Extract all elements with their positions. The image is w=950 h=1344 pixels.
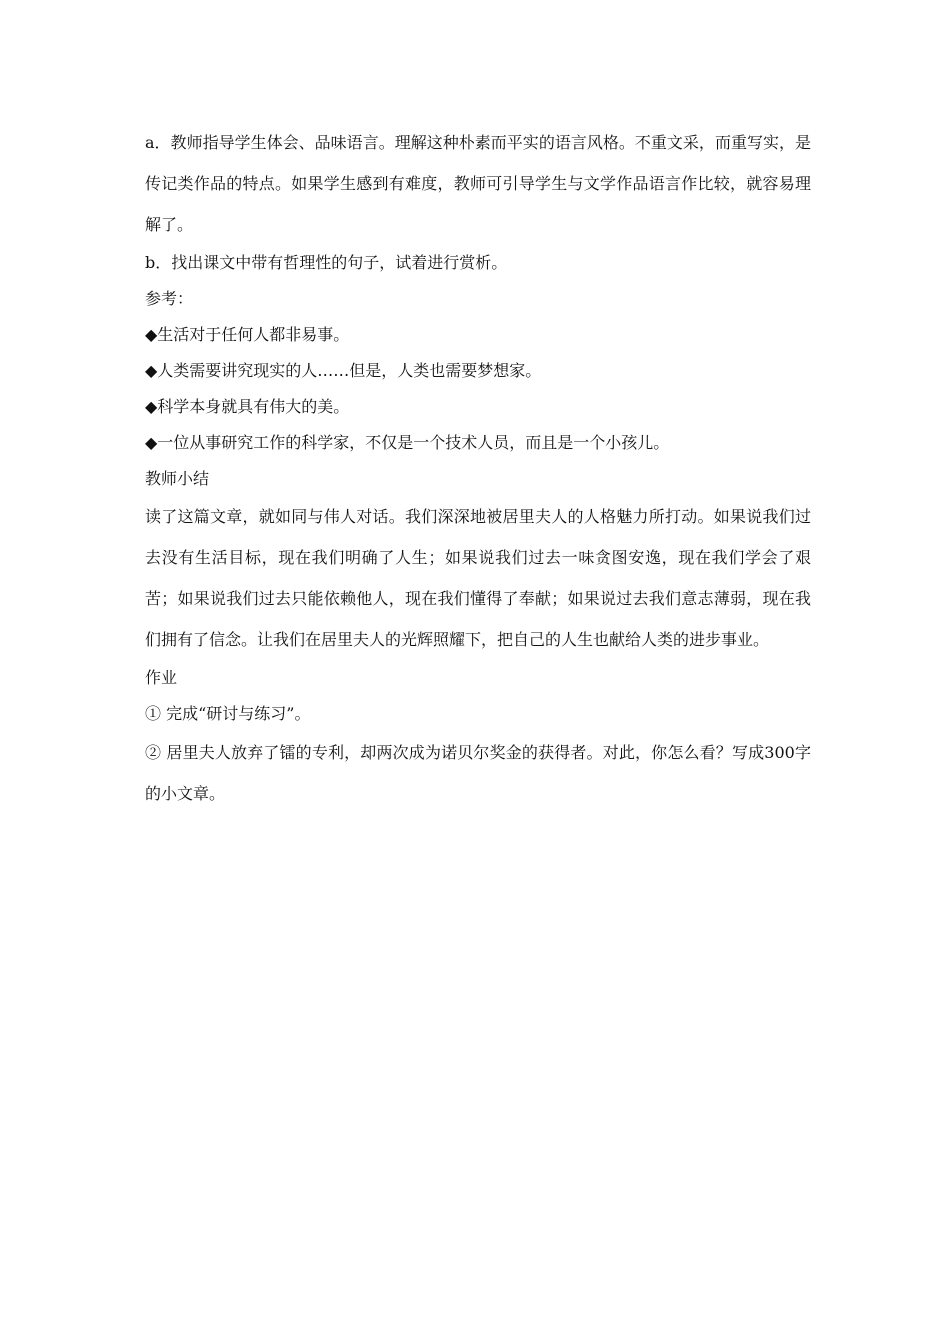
reference-item: ◆人类需要讲究现实的人……但是，人类也需要梦想家。	[145, 361, 542, 380]
homework-item: ① 完成“研讨与练习”。	[145, 704, 311, 723]
reference-item: ◆一位从事研究工作的科学家，不仅是一个技术人员，而且是一个小孩儿。	[145, 433, 670, 452]
paragraph-philosophical-sentences: b．找出课文中带有哲理性的句子，试着进行赏析。	[145, 253, 508, 272]
reference-item: ◆科学本身就具有伟大的美。	[145, 397, 350, 416]
summary-heading: 教师小结	[145, 469, 210, 488]
document-body	[145, 122, 811, 814]
reference-heading: 参考：	[145, 289, 194, 308]
paragraph-language-guidance: a．教师指导学生体会、品味语言。理解这种朴素而平实的语言风格。不重文采，而重写实，是传记类作品的特点。如果学生感到有难度，教师可引导学生与文学作品语言作比较，就容易理解了。	[145, 133, 811, 234]
reference-item: ◆生活对于任何人都非易事。	[145, 325, 350, 344]
teacher-summary-paragraph: 读了这篇文章，就如同与伟人对话。我们深深地被居里夫人的人格魅力所打动。如果说我们过去没有生活目标，现在我们明确了人生；如果说我们过去一味贪图安逸，现在我们学会了艰苦；如果说我们过去只能依赖他人，现在我们懂得了奉献；如果说过去我们意志薄弱，现在我们拥有了信念。让我们在居里夫人的光辉照耀下，把自己的人生也献给人类的进步事业。	[145, 507, 811, 649]
homework-item: ② 居里夫人放弃了镭的专利，却两次成为诺贝尔奖金的获得者。对此，你怎么看？写成300字的小文章。	[145, 743, 811, 803]
homework-heading: 作业	[145, 668, 178, 687]
